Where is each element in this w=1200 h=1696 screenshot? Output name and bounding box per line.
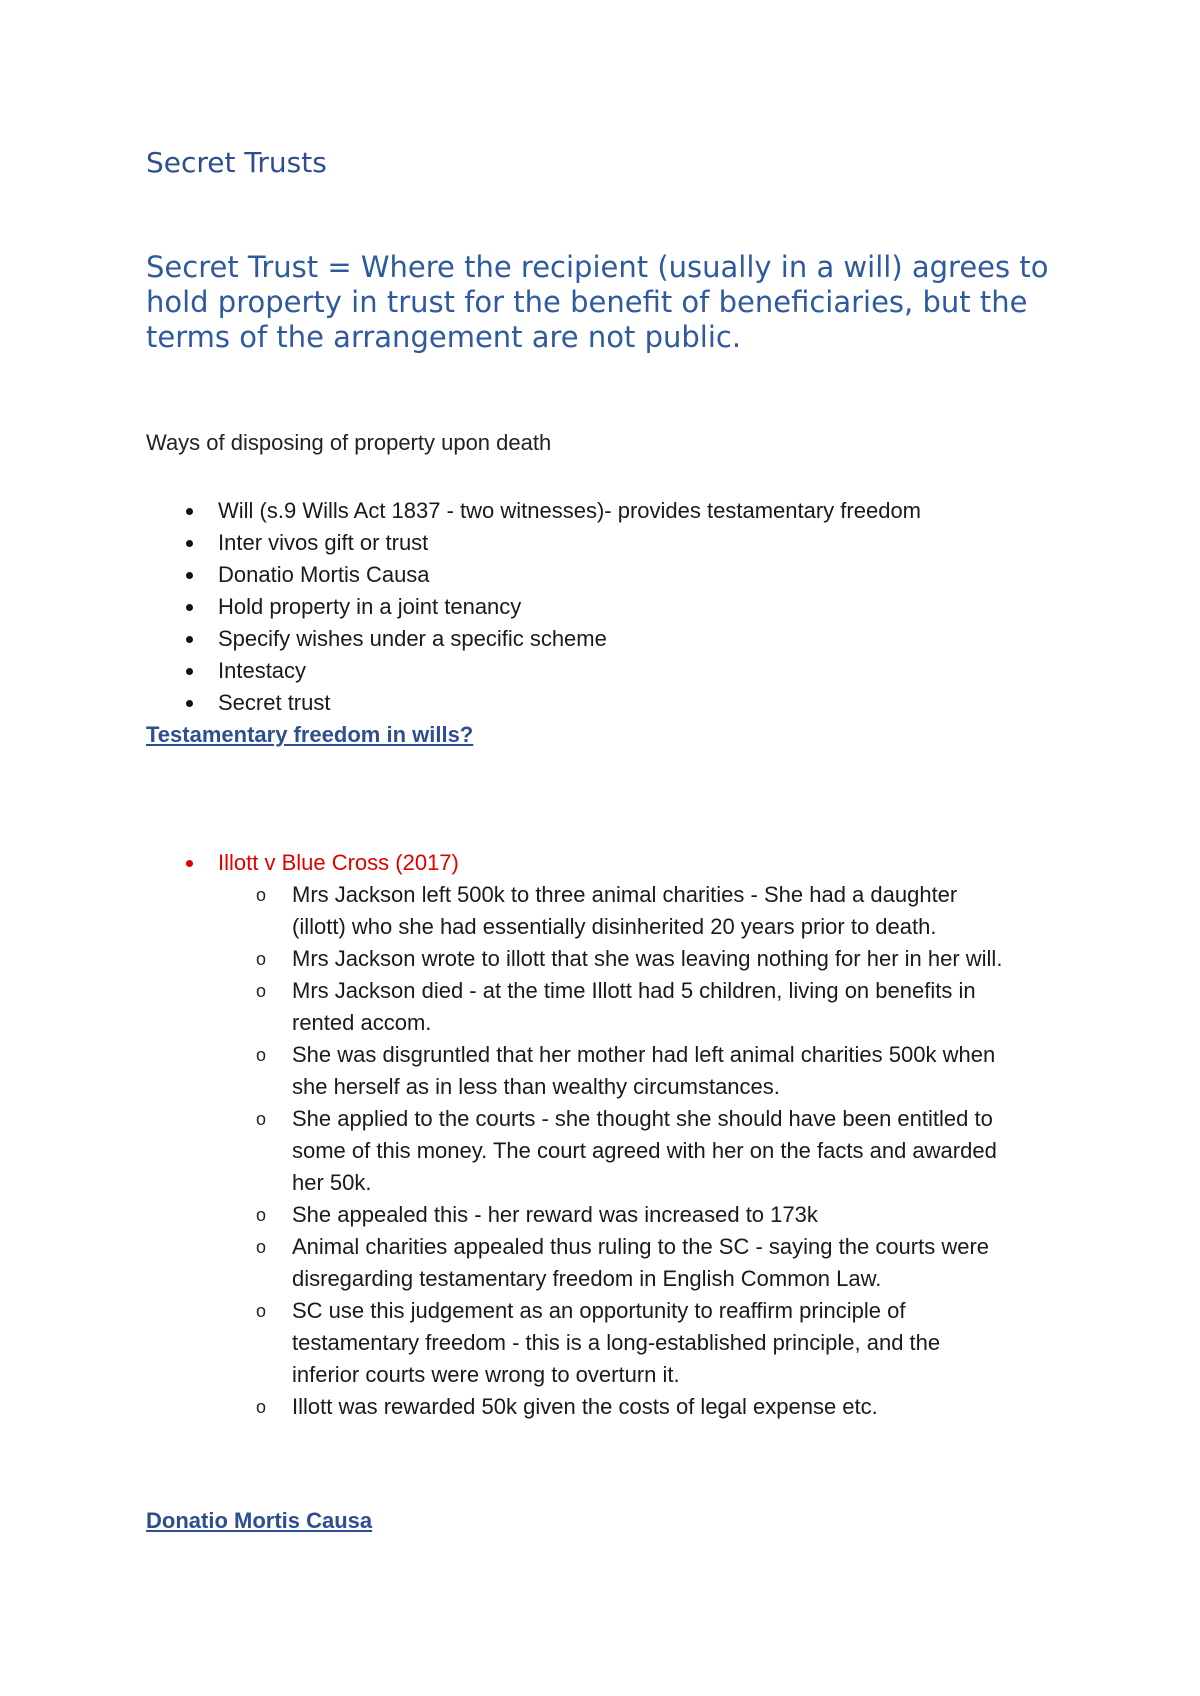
list-item: Will (s.9 Wills Act 1837 - two witnesses)- provides testamentary freedom <box>146 495 921 527</box>
ways-list <box>146 495 921 719</box>
list-item: Specify wishes under a specific scheme <box>146 623 921 655</box>
list-item <box>146 1039 1008 1103</box>
case-title: Illott v Blue Cross (2017) <box>218 850 459 875</box>
point-text: o She was disgruntled that her mother had left animal charities 500k when she herself as in less than wealthy circumstances. <box>292 1042 996 1099</box>
ways-label: Ways of disposing of property upon death <box>146 430 552 455</box>
list-item <box>146 1295 1008 1391</box>
secret-trust-definition: Secret Trust = Where the recipient (usually in a will) agrees to hold property in trust for the benefit of beneficiaries, but the terms of the arrangement are not public. <box>146 250 1049 354</box>
list-item <box>146 1199 1008 1231</box>
list-item <box>146 879 1008 943</box>
case-list <box>146 847 1008 1423</box>
list-item <box>146 1231 1008 1295</box>
point-text: o Animal charities appealed thus ruling to the SC - saying the courts were disregarding testamentary freedom in English Common Law. <box>292 1234 990 1291</box>
point-text: o She applied to the courts - she thought she should have been entitled to some of this money. The court agreed with her on the facts and awarded her 50k. <box>292 1106 997 1195</box>
case-item <box>146 847 1008 1423</box>
case-points <box>218 879 1008 1423</box>
list-item <box>146 943 1008 975</box>
list-item <box>146 975 1008 1039</box>
point-text: o She appealed this - her reward was increased to 173k <box>292 1202 818 1227</box>
point-text: o Mrs Jackson left 500k to three animal charities - She had a daughter (illott) who she had essentially disinherited 20 years prior to death. <box>292 882 958 939</box>
testamentary-heading: Testamentary freedom in wills? <box>146 722 474 747</box>
dmc-heading: Donatio Mortis Causa <box>146 1508 373 1533</box>
point-text: o Illott was rewarded 50k given the costs of legal expense etc. <box>292 1394 878 1419</box>
page-title: Secret Trusts <box>146 146 327 179</box>
point-text: o Mrs Jackson died - at the time Illott had 5 children, living on benefits in rented accom. <box>292 978 976 1035</box>
list-item: Donatio Mortis Causa <box>146 559 921 591</box>
list-item <box>146 1391 1008 1423</box>
point-text: o Mrs Jackson wrote to illott that she was leaving nothing for her in her will. <box>292 946 1003 971</box>
list-item: Hold property in a joint tenancy <box>146 591 921 623</box>
point-text: o SC use this judgement as an opportunity to reaffirm principle of testamentary freedom - this is a long-established principle, and the inferior courts were wrong to overturn it. <box>292 1298 941 1387</box>
list-item <box>146 1103 1008 1199</box>
list-item: Inter vivos gift or trust <box>146 527 921 559</box>
list-item: Intestacy <box>146 655 921 687</box>
list-item: Secret trust <box>146 687 921 719</box>
